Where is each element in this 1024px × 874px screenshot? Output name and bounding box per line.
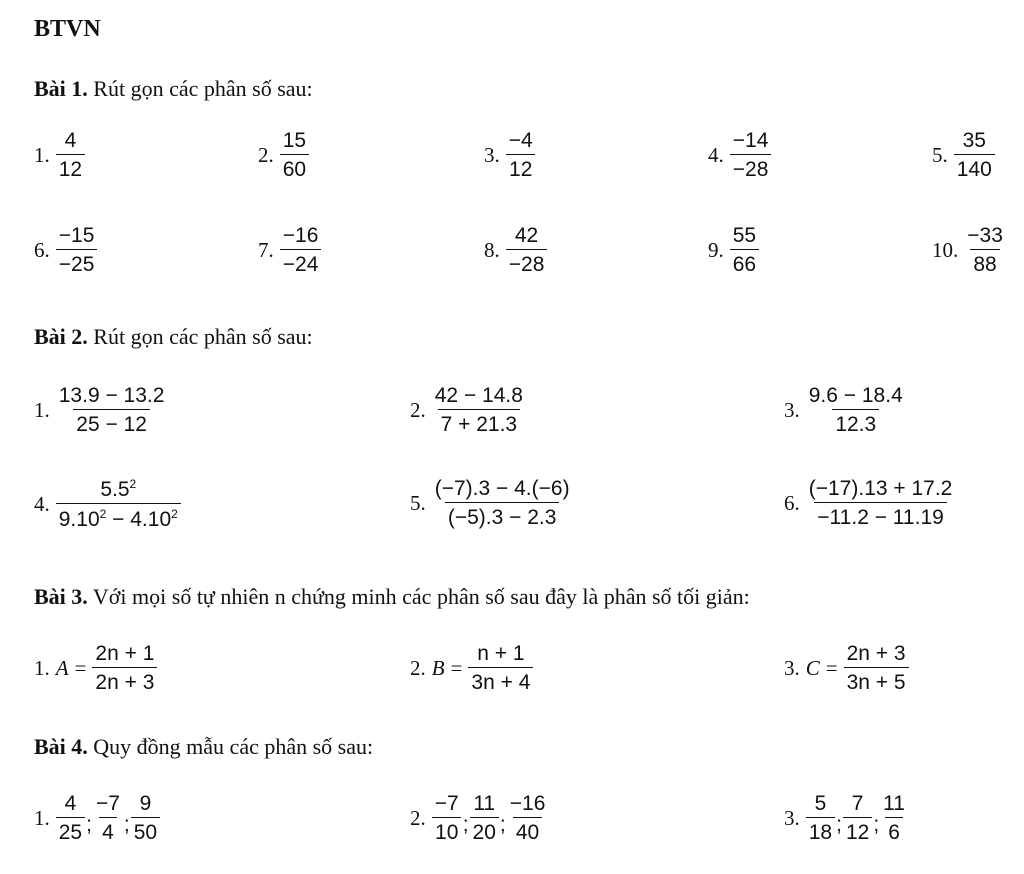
fraction — [843, 793, 872, 843]
bai4-text: Quy đồng mẫu các phân số sau: — [87, 734, 374, 759]
numerator: 4 — [64, 129, 77, 152]
denominator: 25 — [56, 817, 85, 843]
denominator: 2n + 3 — [92, 667, 157, 693]
numerator: 7 — [851, 792, 864, 815]
fraction — [844, 643, 909, 693]
item-number: 5. — [410, 490, 426, 515]
denominator: (−5).3 − 2.3 — [445, 502, 560, 528]
denominator: −28 — [506, 249, 548, 275]
bai1-item-4 — [708, 130, 771, 180]
numerator: 2n + 1 — [95, 642, 155, 665]
fraction — [92, 643, 157, 693]
numerator: 13.9 − 13.2 — [58, 384, 165, 407]
bai3-text: Với mọi số tự nhiên n chứng minh các phân số sau đây là phân số tối giản: — [87, 584, 750, 609]
item-number: 4. — [708, 142, 724, 167]
fraction — [56, 385, 168, 435]
bai1-item-5 — [932, 130, 995, 180]
denominator: 88 — [970, 249, 999, 275]
bai4-heading — [34, 734, 373, 760]
denominator: 12.3 — [832, 409, 879, 435]
bai1-item-10 — [932, 225, 1006, 275]
item-number: 8. — [484, 237, 500, 262]
denominator — [56, 503, 181, 530]
denominator: 20 — [470, 817, 499, 843]
fraction — [468, 643, 533, 693]
bai1-text: Rút gọn các phân số sau: — [87, 76, 313, 101]
denominator: 6 — [885, 817, 903, 843]
fraction — [507, 793, 549, 843]
denominator: 12 — [506, 154, 535, 180]
fraction — [730, 225, 759, 275]
bai2-item-1 — [34, 385, 167, 435]
denominator: 60 — [280, 154, 309, 180]
denominator: 18 — [806, 817, 835, 843]
numerator: −16 — [282, 224, 319, 247]
numerator: 35 — [962, 129, 986, 152]
bai2-heading — [34, 324, 313, 350]
bai2-text: Rút gọn các phân số sau: — [87, 324, 313, 349]
fraction — [806, 793, 835, 843]
separator: ; — [123, 813, 130, 836]
item-number: 10. — [932, 237, 959, 262]
fraction — [954, 130, 995, 180]
bai4-item-2 — [410, 793, 548, 843]
denominator: −25 — [56, 249, 98, 275]
bai1-item-7 — [258, 225, 321, 275]
exponent: 2 — [129, 477, 137, 491]
denominator: 50 — [131, 817, 160, 843]
bai1-heading — [34, 76, 313, 102]
bai4-item-3 — [784, 793, 908, 843]
fraction — [432, 385, 526, 435]
numerator: −14 — [732, 129, 769, 152]
numerator: −7 — [434, 792, 459, 815]
bai1-item-8 — [484, 225, 547, 275]
equals-sign: = — [825, 655, 838, 680]
page-title: BTVN — [34, 16, 101, 42]
item-number: 3. — [784, 655, 800, 680]
variable: A — [55, 655, 69, 680]
numerator: n + 1 — [477, 642, 525, 665]
denominator: 4 — [99, 817, 117, 843]
bai3-item-2 — [410, 643, 533, 693]
numerator: 42 − 14.8 — [434, 384, 523, 407]
item-number: 5. — [932, 142, 948, 167]
bai1-item-1 — [34, 130, 85, 180]
denominator: 12 — [56, 154, 85, 180]
separator: ; — [873, 813, 880, 836]
separator: ; — [86, 813, 92, 836]
numerator: 11 — [473, 792, 496, 815]
item-number: 1. — [34, 397, 50, 422]
fraction — [56, 225, 98, 275]
numerator: −15 — [58, 224, 95, 247]
numerator: 11 — [883, 792, 905, 815]
numerator: 9.6 − 18.4 — [808, 384, 903, 407]
fraction — [93, 793, 123, 843]
item-number: 1. — [34, 142, 50, 167]
bai2-item-4 — [34, 478, 181, 530]
fraction — [56, 478, 181, 530]
fraction — [56, 793, 85, 843]
numerator: 2n + 3 — [846, 642, 906, 665]
numerator: 4 — [64, 792, 77, 815]
bai4-label: Bài 4. — [34, 734, 88, 759]
item-number: 2. — [258, 142, 274, 167]
separator: ; — [499, 813, 506, 836]
bai4-item-1 — [34, 793, 160, 843]
bai2-item-2 — [410, 385, 526, 435]
variable: B — [431, 655, 445, 680]
denominator: 7 + 21.3 — [438, 409, 520, 435]
denominator: −11.2 − 11.19 — [814, 502, 947, 528]
exponent: 2 — [171, 507, 178, 521]
denominator: 3n + 4 — [468, 667, 533, 693]
item-number: 9. — [708, 237, 724, 262]
bai1-item-3 — [484, 130, 536, 180]
equals-sign: = — [74, 655, 87, 680]
numerator: (−7).3 − 4.(−6) — [434, 477, 570, 500]
item-number: 6. — [784, 490, 800, 515]
fraction — [432, 478, 573, 528]
fraction — [56, 130, 85, 180]
bai1-item-9 — [708, 225, 759, 275]
bai3-item-1 — [34, 643, 157, 693]
numerator: 42 — [514, 224, 539, 247]
item-number: 3. — [784, 805, 800, 830]
numerator: −16 — [509, 792, 546, 815]
item-number: 2. — [410, 655, 426, 680]
separator: ; — [462, 813, 469, 836]
numerator: −33 — [967, 224, 1003, 247]
fraction — [880, 793, 908, 843]
denominator: 140 — [954, 154, 995, 180]
numerator: −7 — [95, 792, 120, 815]
separator: ; — [836, 813, 842, 836]
numerator: −4 — [508, 129, 533, 152]
denominator: 25 − 12 — [73, 409, 150, 435]
term: 9.10 — [58, 508, 100, 531]
item-number: 2. — [410, 805, 426, 830]
numerator: (−17).13 + 17.2 — [808, 477, 953, 500]
numerator: 15 — [282, 129, 307, 152]
fraction — [730, 130, 772, 180]
fraction — [806, 385, 906, 435]
denominator: −28 — [730, 154, 772, 180]
fraction — [506, 130, 536, 180]
fraction — [806, 478, 956, 528]
item-number: 6. — [34, 237, 50, 262]
bai2-label: Bài 2. — [34, 324, 88, 349]
bai1-item-6 — [34, 225, 97, 275]
denominator: 3n + 5 — [844, 667, 909, 693]
item-number: 1. — [34, 805, 50, 830]
fraction — [506, 225, 548, 275]
item-number: 2. — [410, 397, 426, 422]
item-number: 3. — [784, 397, 800, 422]
denominator: 66 — [730, 249, 759, 275]
bai3-item-3 — [784, 643, 909, 693]
term: − 4.10 — [106, 508, 172, 531]
numerator-base: 5.5 — [100, 478, 130, 501]
denominator: −24 — [280, 249, 322, 275]
variable: C — [805, 655, 820, 680]
fraction — [964, 225, 1006, 275]
item-number: 1. — [34, 655, 50, 680]
denominator: 12 — [843, 817, 872, 843]
item-number: 4. — [34, 491, 50, 516]
bai2-item-3 — [784, 385, 906, 435]
bai2-item-6 — [784, 478, 955, 528]
numerator — [97, 478, 139, 503]
exponent: 2 — [99, 507, 107, 521]
bai1-item-2 — [258, 130, 309, 180]
bai2-item-5 — [410, 478, 573, 528]
numerator: 55 — [732, 224, 757, 247]
fraction — [280, 225, 322, 275]
bai3-label: Bài 3. — [34, 584, 88, 609]
fraction — [131, 793, 160, 843]
fraction — [432, 793, 462, 843]
numerator: 5 — [814, 792, 827, 815]
item-number: 7. — [258, 237, 274, 262]
denominator: 40 — [513, 817, 542, 843]
denominator: 10 — [432, 817, 461, 843]
numerator: 9 — [139, 792, 152, 815]
bai1-label: Bài 1. — [34, 76, 88, 101]
fraction — [470, 793, 499, 843]
bai3-heading — [34, 584, 750, 610]
fraction — [280, 130, 309, 180]
item-number: 3. — [484, 142, 500, 167]
equals-sign: = — [450, 655, 463, 680]
